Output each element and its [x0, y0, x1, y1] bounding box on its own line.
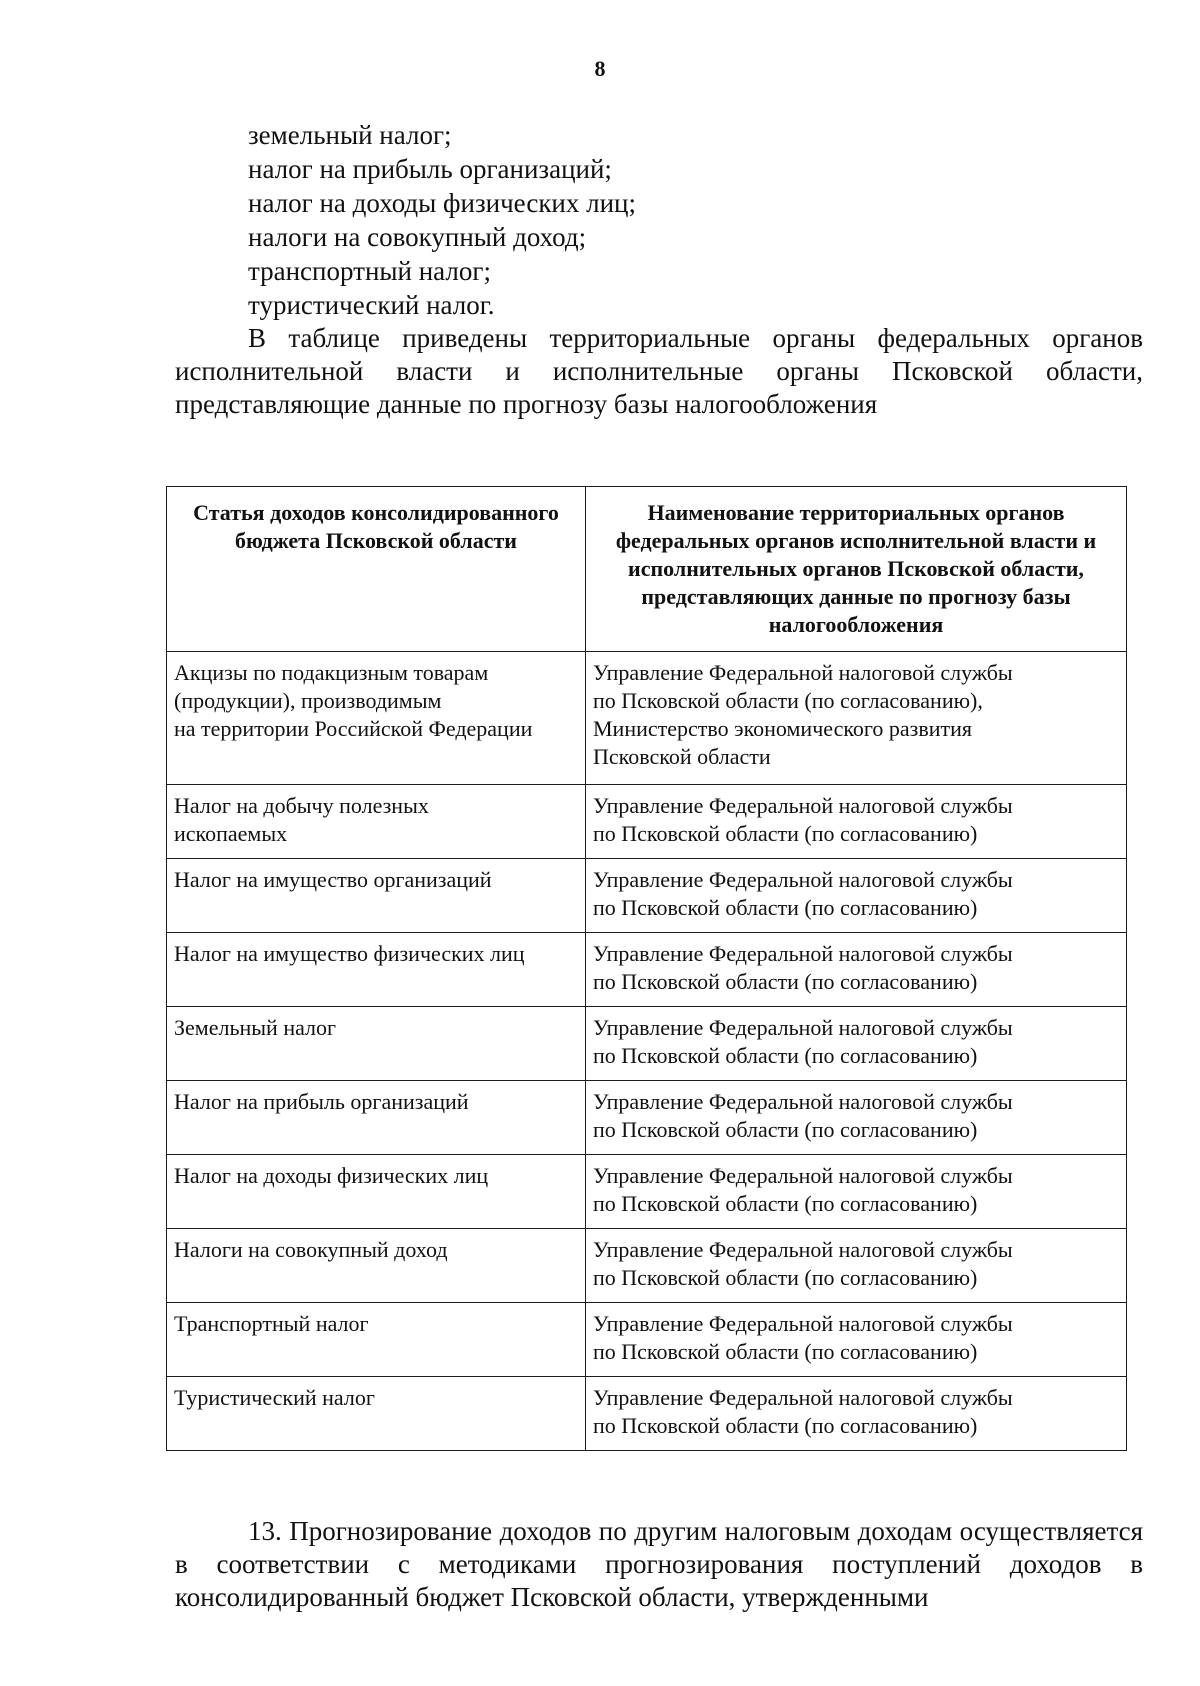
- list-item: налог на доходы физических лиц;: [248, 188, 637, 218]
- authority-cell: Управление Федеральной налоговой службы по Псковской области (по согласованию): [586, 933, 1127, 1007]
- authority-cell: Управление Федеральной налоговой службы по Псковской области (по согласованию), Министерство экономического развития Псковской области: [586, 652, 1127, 785]
- table-header-row: [167, 487, 1127, 652]
- intro-paragraph: В таблице приведены территориальные органы федеральных органов исполнительной власти и исполнительные органы Псковской области, представляющие данные по прогнозу базы налогообложения: [175, 323, 1143, 419]
- authority-cell: Управление Федеральной налоговой службы по Псковской области (по согласованию): [586, 785, 1127, 859]
- income-article-cell: Транспортный налог: [167, 1303, 586, 1377]
- table-row: [167, 1303, 1127, 1377]
- income-article-cell: Налог на имущество организаций: [167, 859, 586, 933]
- header-authority-name: Наименование территориальных органов федеральных органов исполнительной власти и исполнительных органов Псковской области, представляющих данные по прогнозу базы налогообложения: [586, 487, 1127, 652]
- income-article-cell: Налоги на совокупный доход: [167, 1229, 586, 1303]
- authority-cell: Управление Федеральной налоговой службы по Псковской области (по согласованию): [586, 1081, 1127, 1155]
- table-row: [167, 785, 1127, 859]
- authority-cell: Управление Федеральной налоговой службы по Псковской области (по согласованию): [586, 859, 1127, 933]
- table-row: [167, 652, 1127, 785]
- header-income-article: Статья доходов консолидированного бюджета Псковской области: [167, 487, 586, 652]
- authority-cell: Управление Федеральной налоговой службы по Псковской области (по согласованию): [586, 1229, 1127, 1303]
- authority-cell: Управление Федеральной налоговой службы по Псковской области (по согласованию): [586, 1303, 1127, 1377]
- table-row: [167, 1007, 1127, 1081]
- income-article-cell: Туристический налог: [167, 1377, 586, 1451]
- list-item: налог на прибыль организаций;: [248, 154, 612, 184]
- tax-list: [248, 118, 636, 322]
- list-item: налоги на совокупный доход;: [248, 222, 587, 252]
- authority-cell: Управление Федеральной налоговой службы по Псковской области (по согласованию): [586, 1155, 1127, 1229]
- list-item: туристический налог.: [248, 290, 495, 320]
- income-article-cell: Налог на доходы физических лиц: [167, 1155, 586, 1229]
- table-row: [167, 933, 1127, 1007]
- authority-cell: Управление Федеральной налоговой службы по Псковской области (по согласованию): [586, 1377, 1127, 1451]
- income-article-cell: Акцизы по подакцизным товарам (продукции), производимым на территории Российской Федерации: [167, 652, 586, 785]
- list-item: земельный налог;: [248, 120, 452, 150]
- income-article-cell: Налог на добычу полезных ископаемых: [167, 785, 586, 859]
- table-row: [167, 859, 1127, 933]
- income-article-cell: Налог на прибыль организаций: [167, 1081, 586, 1155]
- table-row: [167, 1155, 1127, 1229]
- authority-cell: Управление Федеральной налоговой службы по Псковской области (по согласованию): [586, 1007, 1127, 1081]
- table-row: [167, 1081, 1127, 1155]
- table-row: [167, 1229, 1127, 1303]
- income-article-cell: Налог на имущество физических лиц: [167, 933, 586, 1007]
- conclusion-paragraph: 13. Прогнозирование доходов по другим налоговым доходам осуществляется в соответствии с методиками прогнозирования поступлений доходов в консолидированный бюджет Псковской области, утвержденными: [175, 1516, 1143, 1612]
- table-row: [167, 1377, 1127, 1451]
- page-number: 8: [594, 56, 606, 81]
- tax-authorities-table: [166, 486, 1127, 1451]
- income-article-cell: Земельный налог: [167, 1007, 586, 1081]
- list-item: транспортный налог;: [248, 256, 491, 286]
